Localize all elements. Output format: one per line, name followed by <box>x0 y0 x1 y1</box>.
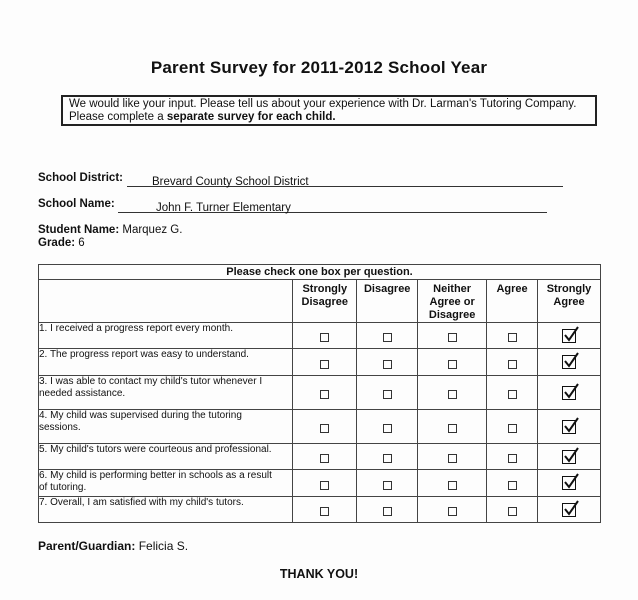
thank-you: THANK YOU! <box>279 567 359 581</box>
checkmark-icon <box>562 383 580 401</box>
checked-checkbox[interactable] <box>562 355 576 369</box>
instructions-emphasis: separate survey for each child. <box>166 111 336 123</box>
col-agree: Agree <box>487 280 538 323</box>
table-row <box>39 497 601 523</box>
table-row <box>39 470 601 497</box>
checkbox[interactable] <box>448 424 457 433</box>
school-district-label-text: School District: <box>38 172 123 184</box>
checked-checkbox[interactable] <box>562 386 576 400</box>
checked-checkbox[interactable] <box>562 476 576 490</box>
table-instruction: Please check one box per question. <box>39 265 601 280</box>
checkbox[interactable] <box>320 481 329 490</box>
question-line: 2. The progress report was easy to understand. <box>39 349 249 360</box>
question-text <box>39 410 293 444</box>
checkbox[interactable] <box>320 360 329 369</box>
checkbox[interactable] <box>320 390 329 399</box>
answer-cell-neither <box>418 323 487 349</box>
answer-cell-agree <box>487 444 538 470</box>
answer-cell-strongly-disagree <box>293 323 357 349</box>
instructions-line-1: We would like your input. Please tell us about your experience with Dr. Larman's Tutoring Company. <box>69 98 577 110</box>
answer-cell-disagree <box>357 376 418 410</box>
student-name <box>38 224 182 236</box>
question-line: 3. I was able to contact my child's tutor whenever I <box>39 376 263 387</box>
parent-label: Parent/Guardian: <box>38 539 136 553</box>
grade-label: Grade: <box>38 237 76 249</box>
checkmark-icon <box>562 473 580 491</box>
checkbox[interactable] <box>448 454 457 463</box>
school-district-value: Brevard County School District <box>152 176 309 188</box>
checkbox[interactable] <box>448 333 457 342</box>
answer-cell-agree <box>487 410 538 444</box>
col-strongly-disagree: Strongly Disagree <box>293 280 357 323</box>
question-text <box>39 376 293 410</box>
header-row <box>39 280 601 323</box>
checkmark-icon <box>562 447 580 465</box>
table-row <box>39 349 601 376</box>
answer-cell-neither <box>418 410 487 444</box>
col-neither: Neither Agree or Disagree <box>418 280 487 323</box>
question-line: 6. My child is performing better in schools as a result <box>39 470 272 481</box>
instructions-box <box>61 95 597 126</box>
checkmark-icon <box>562 500 580 518</box>
school-district-field[interactable] <box>127 172 563 187</box>
question-line: 5. My child's tutors were courteous and professional. <box>39 444 272 455</box>
student-name-label: Student Name: <box>38 224 120 236</box>
parent-value: Felicia S. <box>138 539 189 553</box>
answer-cell-neither <box>418 470 487 497</box>
checkbox[interactable] <box>383 424 392 433</box>
checkbox[interactable] <box>320 424 329 433</box>
answer-cell-strongly-agree <box>538 410 601 444</box>
answer-cell-disagree <box>357 349 418 376</box>
answer-cell-agree <box>487 376 538 410</box>
answer-cell-neither <box>418 497 487 523</box>
answer-cell-disagree <box>357 470 418 497</box>
school-name-label <box>38 198 115 210</box>
checked-checkbox[interactable] <box>562 420 576 434</box>
checked-checkbox[interactable] <box>562 329 576 343</box>
answer-cell-neither <box>418 444 487 470</box>
school-name-value: John F. Turner Elementary <box>156 202 291 214</box>
answer-cell-strongly-agree <box>538 323 601 349</box>
col-disagree: Disagree <box>357 280 418 323</box>
table-row <box>39 444 601 470</box>
instructions-text: Please complete a <box>69 111 167 123</box>
checkbox[interactable] <box>448 360 457 369</box>
question-text <box>39 444 293 470</box>
question-line: 4. My child was supervised during the tutoring <box>39 410 242 421</box>
answer-cell-agree <box>487 470 538 497</box>
checkbox[interactable] <box>320 507 329 516</box>
checkbox[interactable] <box>320 454 329 463</box>
checkbox[interactable] <box>383 454 392 463</box>
question-text <box>39 497 293 523</box>
checkbox[interactable] <box>383 333 392 342</box>
answer-cell-strongly-disagree <box>293 497 357 523</box>
school-district-label <box>38 172 123 184</box>
col-strongly-agree: Strongly Agree <box>538 280 601 323</box>
instructions-line-2 <box>69 111 589 124</box>
checkbox[interactable] <box>508 424 517 433</box>
table-row <box>39 376 601 410</box>
checkbox[interactable] <box>383 390 392 399</box>
answer-cell-strongly-agree <box>538 444 601 470</box>
grade <box>38 237 85 249</box>
answer-cell-strongly-agree <box>538 376 601 410</box>
checkbox[interactable] <box>448 390 457 399</box>
grade-value: 6 <box>78 237 85 249</box>
parent-guardian <box>38 539 188 553</box>
answer-cell-disagree <box>357 323 418 349</box>
checkbox[interactable] <box>508 333 517 342</box>
checkmark-icon <box>562 417 580 435</box>
school-name-field[interactable] <box>118 198 547 213</box>
checkbox[interactable] <box>508 390 517 399</box>
answer-cell-disagree <box>357 497 418 523</box>
answer-cell-agree <box>487 323 538 349</box>
survey-table <box>38 264 601 523</box>
checkbox[interactable] <box>383 360 392 369</box>
answer-cell-disagree <box>357 410 418 444</box>
question-line: 1. I received a progress report every month. <box>39 323 233 334</box>
checkbox[interactable] <box>508 454 517 463</box>
table-row <box>39 410 601 444</box>
answer-cell-strongly-disagree <box>293 410 357 444</box>
checkbox[interactable] <box>508 360 517 369</box>
answer-cell-strongly-disagree <box>293 349 357 376</box>
checkbox[interactable] <box>383 481 392 490</box>
school-name-label-text: School Name: <box>38 198 115 210</box>
question-line: of tutoring. <box>39 482 87 493</box>
answer-cell-strongly-agree <box>538 497 601 523</box>
checkbox[interactable] <box>448 507 457 516</box>
question-line: needed assistance. <box>39 388 126 399</box>
answer-cell-strongly-disagree <box>293 444 357 470</box>
checked-checkbox[interactable] <box>562 450 576 464</box>
answer-cell-neither <box>418 349 487 376</box>
question-header <box>39 280 293 323</box>
page-title: Parent Survey for 2011-2012 School Year <box>150 58 488 77</box>
table-row <box>39 323 601 349</box>
checkbox[interactable] <box>383 507 392 516</box>
checkbox[interactable] <box>448 481 457 490</box>
answer-cell-agree <box>487 349 538 376</box>
student-name-value: Marquez G. <box>122 224 183 236</box>
answer-cell-disagree <box>357 444 418 470</box>
checkbox[interactable] <box>508 481 517 490</box>
answer-cell-neither <box>418 376 487 410</box>
checkmark-icon <box>562 326 580 344</box>
checkmark-icon <box>562 352 580 370</box>
checkbox[interactable] <box>320 333 329 342</box>
answer-cell-strongly-agree <box>538 470 601 497</box>
question-text <box>39 470 293 497</box>
question-text <box>39 349 293 376</box>
answer-cell-strongly-disagree <box>293 376 357 410</box>
checked-checkbox[interactable] <box>562 503 576 517</box>
answer-cell-agree <box>487 497 538 523</box>
answer-cell-strongly-agree <box>538 349 601 376</box>
question-text <box>39 323 293 349</box>
answer-cell-strongly-disagree <box>293 470 357 497</box>
question-line: sessions. <box>39 422 81 433</box>
checkbox[interactable] <box>508 507 517 516</box>
question-line: 7. Overall, I am satisfied with my child's tutors. <box>39 497 244 508</box>
